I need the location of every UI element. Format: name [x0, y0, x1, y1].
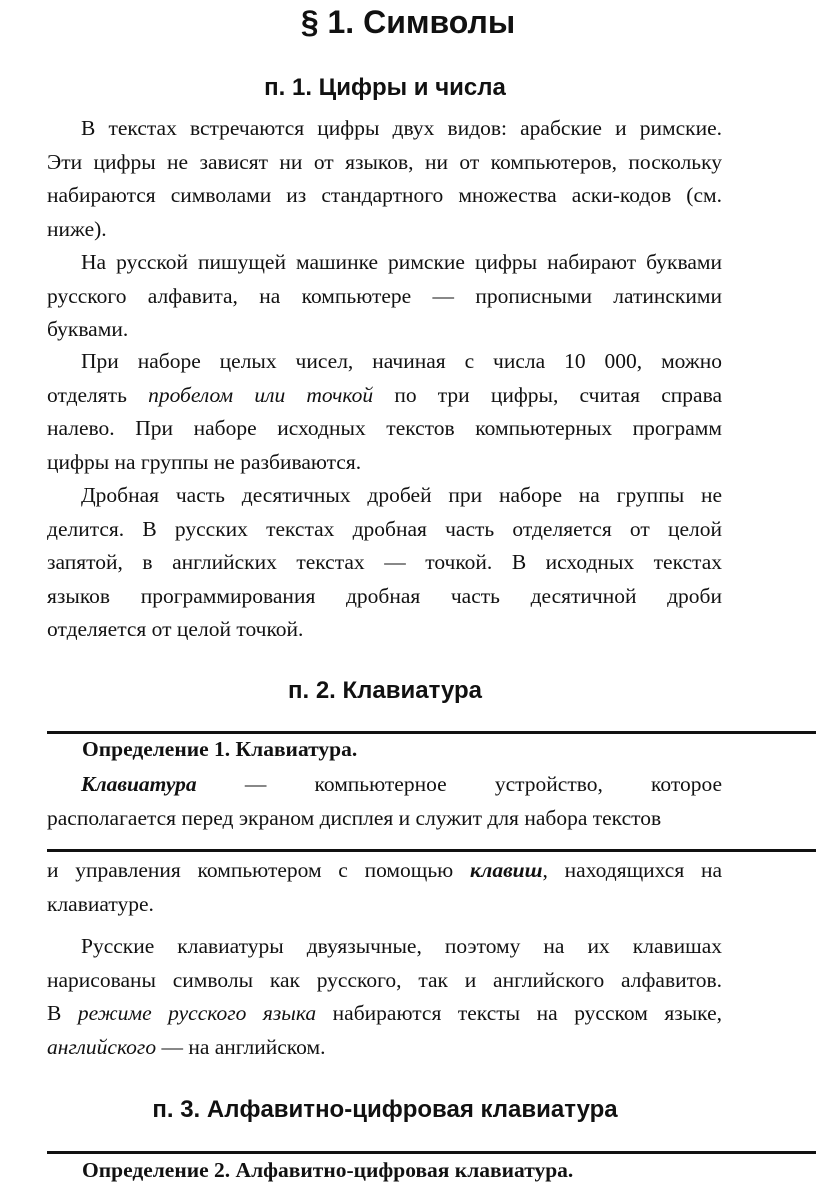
text-line: отделяется от целой точкой. — [47, 617, 304, 641]
text-fragment: — компьютерное устройство, которое — [244, 772, 723, 796]
subsection-title-3: п. 3. Алфавитно-цифровая клавиатура — [152, 1096, 618, 1123]
text-line — [47, 997, 722, 1031]
text-line: Русские клавиатуры двуязычные, поэтому на их клавишах — [81, 934, 722, 958]
paragraph-bilingual-keyboards — [47, 930, 722, 1064]
text-line: Дробная часть десятичных дробей при наборе на группы не — [81, 483, 722, 507]
text-fragment: , находящихся на — [542, 858, 722, 882]
italic-emphasis: пробелом или точкой — [148, 382, 374, 407]
term-keyboard: Клавиатура — [81, 772, 197, 796]
definition-heading-2: Определение 2. Алфавитно-цифровая клавиатура. — [82, 1158, 574, 1182]
paragraph-integer-grouping — [47, 345, 722, 479]
text-fragment: набираются тексты на русском языке, — [332, 1001, 722, 1025]
text-fragment: по три цифры, считая справа — [394, 382, 723, 407]
text-line: ниже). — [47, 216, 107, 241]
text-line — [47, 1031, 722, 1065]
text-fragment: В — [47, 1001, 62, 1025]
text-line: На русской пишущей машинке римские цифры набирают буквами — [81, 250, 722, 274]
text-line: набираются символами из стандартного множества аски-кодов (см. — [47, 183, 722, 207]
text-line: запятой, в английских текстах — точкой. В исходных текстах — [47, 550, 722, 574]
definition-heading-1: Определение 1. Клавиатура. — [82, 737, 358, 761]
text-line: располагается перед экраном дисплея и служит для набора текстов — [47, 805, 662, 830]
definition-top-rule-2 — [47, 1151, 816, 1154]
subsection-title-1: п. 1. Цифры и числа — [264, 74, 506, 101]
text-line — [47, 379, 722, 413]
text-line: нарисованы символы как русского, так и английского алфавитов. — [47, 967, 722, 992]
text-line — [47, 854, 722, 888]
paragraph-fraction — [47, 479, 722, 647]
definition-keyboard-part1 — [47, 768, 722, 835]
text-line: русского алфавита, на компьютере — прописными латинскими — [47, 283, 722, 308]
text-line: В текстах встречаются цифры двух видов: арабские и римские. — [81, 116, 722, 140]
text-fragment: отделять — [47, 382, 127, 407]
text-line: цифры на группы не разбиваются. — [47, 449, 362, 474]
definition-keyboard-part2 — [47, 854, 722, 921]
text-line: буквами. — [47, 317, 129, 341]
paragraph-digits-types — [47, 112, 722, 246]
text-line: клавиатуре. — [47, 891, 154, 916]
text-fragment: — на английском. — [161, 1034, 326, 1059]
text-line: языков программирования дробная часть десятичной дроби — [47, 583, 722, 608]
text-fragment: и управления компьютером с помощью — [47, 858, 454, 882]
text-line: налево. При наборе исходных текстов компьютерных программ — [47, 416, 722, 440]
subsection-title-2: п. 2. Клавиатура — [287, 677, 482, 704]
text-line: Эти цифры не зависят ни от языков, ни от компьютеров, поскольку — [47, 149, 722, 174]
text-line: делится. В русских текстах дробная часть отделяется от целой — [47, 516, 722, 541]
definition-separator-rule — [47, 849, 816, 852]
italic-emphasis: английского — [47, 1034, 157, 1059]
term-keys: клавиш — [469, 858, 543, 882]
italic-emphasis: режиме русского языка — [77, 1001, 317, 1025]
text-line: При наборе целых чисел, начиная с числа 10 000, можно — [81, 349, 722, 373]
paragraph-roman-digits — [47, 246, 722, 347]
section-title: § 1. Символы — [300, 4, 516, 40]
text-line — [47, 768, 722, 802]
